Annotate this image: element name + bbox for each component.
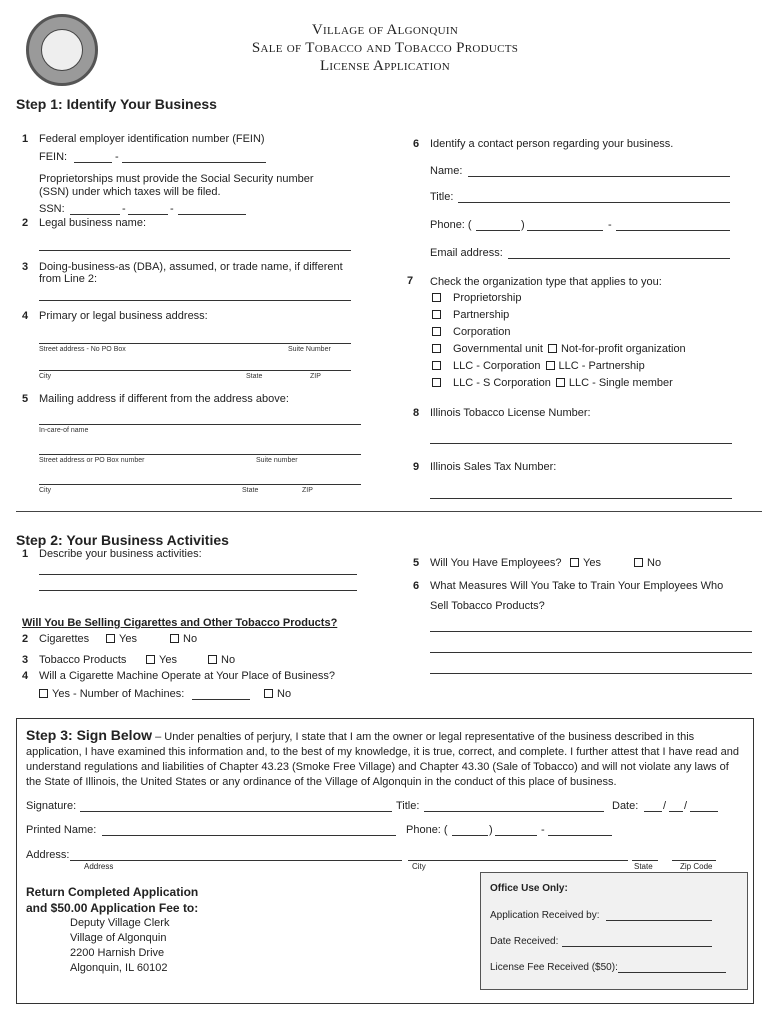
return-addr-2: Village of Algonquin (70, 932, 167, 944)
llc-s-checkbox[interactable] (432, 378, 441, 387)
q2-legal-name-label: Legal business name: (39, 217, 147, 229)
prop-note-1: Proprietorships must provide the Social Security number (39, 173, 314, 185)
contact-phone-label: Phone: ( (430, 219, 472, 231)
mailing-street-field[interactable] (39, 454, 361, 455)
fee-received-label: License Fee Received ($50): (490, 962, 618, 973)
prop-note-2: (SSN) under which taxes will be filed. (39, 186, 221, 198)
contact-phone-prefix[interactable] (527, 230, 603, 231)
partnership-label: Partnership (453, 309, 510, 321)
sign-phone-label: Phone: ( (406, 824, 448, 836)
q4-address-label: Primary or legal business address: (39, 310, 208, 322)
llc-corp-checkbox[interactable] (432, 361, 441, 370)
q1-fein-label: Federal employer identification number (FEIN) (39, 133, 265, 145)
sales-tax-field[interactable] (430, 498, 732, 499)
government-label: Governmental unit (453, 343, 543, 355)
q6-contact-label: Identify a contact person regarding your business. (430, 138, 674, 150)
training-label: What Measures Will You Take to Train Your Employees Who (430, 580, 724, 592)
sign-title-label: Title: (396, 800, 420, 812)
printed-name-label: Printed Name: (26, 824, 97, 836)
suite-caption-2: Suite number (256, 457, 298, 464)
incare-field[interactable] (39, 424, 361, 425)
contact-phone-line[interactable] (616, 230, 730, 231)
sign-address-label: Address: (26, 849, 70, 861)
sign-address-field[interactable] (70, 860, 402, 861)
zip-caption-3: Zip Code (680, 862, 713, 871)
selling-subheading: Will You Be Selling Cigarettes and Other Tobacco Products? (22, 617, 338, 629)
machine-yes-checkbox[interactable] (39, 689, 48, 698)
cigarettes-label: Cigarettes (39, 633, 90, 645)
machines-count-field[interactable] (192, 699, 250, 700)
doc-title-line2: Sale of Tobacco and Tobacco Products (251, 40, 519, 56)
partnership-checkbox[interactable] (432, 310, 441, 319)
fein-label: FEIN: (39, 151, 68, 163)
received-by-label: Application Received by: (490, 910, 600, 921)
street-po-caption: Street address or PO Box number (39, 457, 145, 464)
sign-phone-prefix[interactable] (495, 835, 537, 836)
cigarettes-no-checkbox[interactable] (170, 634, 179, 643)
machine-no-checkbox[interactable] (264, 689, 273, 698)
ssn-field-3[interactable] (178, 214, 246, 215)
perjury-statement: Under penalties of perjury, I state that I am the owner or legal representative of the business described in this application, I have examined this information and, to the best of my knowledge, it is true, correct, and complete. I further attest that I have read and understand regulations and liabilities of Chapter 43.23 (Smoke Free Village) and Chapter 43.30 (Sale of Tobacco) and will not violate any laws of the State of Illinois, the United States or any ordinance of the Village of Algonquin in the conduct of this place of business. (26, 731, 739, 788)
q3-dba-label-2: from Line 2: (39, 273, 98, 285)
describe-field-1[interactable] (39, 574, 357, 575)
fein-field-1[interactable] (74, 162, 112, 163)
state-caption-3: State (634, 862, 653, 871)
doc-title-line3: License Application (319, 58, 451, 74)
training-field-2[interactable] (430, 652, 752, 653)
training-field-1[interactable] (430, 631, 752, 632)
q8-license-label: Illinois Tobacco License Number: (430, 407, 591, 419)
employees-label: Will You Have Employees? (430, 557, 562, 569)
contact-name-field[interactable] (468, 176, 730, 177)
street-nopo-caption: Street address - No PO Box (39, 346, 126, 353)
nonprofit-checkbox[interactable] (548, 344, 557, 353)
q5-mailing-label: Mailing address if different from the address above: (39, 393, 289, 405)
tobacco-products-label: Tobacco Products (39, 654, 127, 666)
zip-caption-2: ZIP (302, 487, 313, 494)
proprietorship-checkbox[interactable] (432, 293, 441, 302)
describe-label: Describe your business activities: (39, 548, 202, 560)
llc-s-label: LLC - S Corporation (453, 377, 551, 389)
proprietorship-label: Proprietorship (453, 292, 522, 304)
sign-zip-field[interactable] (672, 860, 716, 861)
step1-heading: Step 1: Identify Your Business (16, 96, 217, 112)
office-heading: Office Use Only: (490, 883, 568, 894)
llc-partner-label: LLC - Partnership (558, 360, 645, 372)
date-day-field[interactable] (669, 811, 683, 812)
contact-name-label: Name: (430, 165, 463, 177)
ssn-label: SSN: (39, 203, 65, 215)
doc-title-line1: Village of Algonquin (311, 22, 459, 38)
sign-phone-area[interactable] (452, 835, 488, 836)
step1-separator (16, 511, 762, 512)
ssn-field-1[interactable] (70, 214, 120, 215)
return-line-1: Return Completed Application (26, 885, 199, 899)
employees-yes-checkbox[interactable] (570, 558, 579, 567)
city-caption-3: City (412, 862, 426, 871)
date-year-field[interactable] (690, 811, 718, 812)
return-addr-3: 2200 Harnish Drive (70, 947, 165, 959)
primary-street-field[interactable] (39, 343, 351, 344)
step3-heading: Step 3: Sign Below (26, 727, 153, 743)
contact-title-label: Title: (430, 191, 454, 203)
q3-dba-label: Doing-business-as (DBA), assumed, or trade name, if different (39, 261, 343, 273)
signature-field[interactable] (80, 811, 392, 812)
q1-number: 1 (22, 133, 29, 145)
ssn-field-2[interactable] (128, 214, 168, 215)
training-field-3[interactable] (430, 673, 752, 674)
machine-label: Will a Cigarette Machine Operate at Your Place of Business? (39, 670, 335, 682)
llc-corp-label: LLC - Corporation (453, 360, 541, 372)
fee-received-field[interactable] (618, 972, 726, 973)
sign-city-field[interactable] (408, 860, 628, 861)
incare-caption: In-care-of name (39, 427, 89, 434)
contact-phone-area[interactable] (476, 230, 520, 231)
mailing-city-field[interactable] (39, 484, 361, 485)
step2-heading: Step 2: Your Business Activities (16, 532, 229, 548)
return-line-2: and $50.00 Application Fee to: (26, 901, 199, 915)
tobacco-license-field[interactable] (430, 443, 732, 444)
printed-name-field[interactable] (102, 835, 396, 836)
training-label-2: Sell Tobacco Products? (430, 600, 545, 612)
received-by-field[interactable] (606, 920, 712, 921)
primary-city-field[interactable] (39, 370, 351, 371)
sign-phone-line[interactable] (548, 835, 612, 836)
fein-field-2[interactable] (122, 162, 266, 163)
return-addr-4: Algonquin, IL 60102 (70, 962, 168, 974)
city-caption: City (39, 373, 52, 380)
sign-state-field[interactable] (632, 860, 658, 861)
llc-single-label: LLC - Single member (568, 377, 673, 389)
step3-statement: Step 3: Sign Below – Under penalties of perjury, I state that I am the owner or legal representative of the business described in this application, I have examined this information and, to the best of my knowledge, it is true, correct, and complete. I further attest that I have read and understand regulations and liabilities of Chapter 43.23 (Smoke Free Village) and Chapter 43.30 (Sale of Tobacco) and will not violate any laws of the State of Illinois, the United States or any ordinance of the Village of Algonquin in the conduct of this place of business. (26, 727, 739, 788)
q9-salestax-label: Illinois Sales Tax Number: (430, 461, 557, 473)
city-caption-2: City (39, 487, 52, 494)
contact-email-label: Email address: (430, 247, 503, 259)
sign-date-label: Date: (612, 800, 639, 812)
tobacco-no-checkbox[interactable] (208, 655, 217, 664)
nonprofit-label: Not-for-profit organization (560, 343, 686, 355)
state-caption: State (246, 373, 263, 380)
llc-single-checkbox[interactable] (556, 378, 565, 387)
sign-title-field[interactable] (424, 811, 604, 812)
describe-field-2[interactable] (39, 590, 357, 591)
address-caption: Address (84, 862, 114, 871)
tobacco-yes-checkbox[interactable] (146, 655, 155, 664)
cigarettes-yes-checkbox[interactable] (106, 634, 115, 643)
return-addr-1: Deputy Village Clerk (70, 917, 170, 929)
date-received-label: Date Received: (490, 936, 559, 947)
employees-no-checkbox[interactable] (634, 558, 643, 567)
signature-label: Signature: (26, 800, 77, 812)
q7-org-label: Check the organization type that applies to you: (430, 276, 662, 288)
government-checkbox[interactable] (432, 344, 441, 353)
corporation-label: Corporation (453, 326, 511, 338)
dba-field[interactable] (39, 300, 351, 301)
zip-caption: ZIP (310, 373, 321, 380)
contact-title-field[interactable] (458, 202, 730, 203)
state-caption-2: State (242, 487, 259, 494)
legal-name-field[interactable] (39, 250, 351, 251)
date-month-field[interactable] (644, 811, 662, 812)
llc-partner-checkbox[interactable] (546, 361, 555, 370)
corporation-checkbox[interactable] (432, 327, 441, 336)
date-received-field[interactable] (562, 946, 712, 947)
suite-caption: Suite Number (288, 346, 331, 353)
contact-email-field[interactable] (508, 258, 730, 259)
